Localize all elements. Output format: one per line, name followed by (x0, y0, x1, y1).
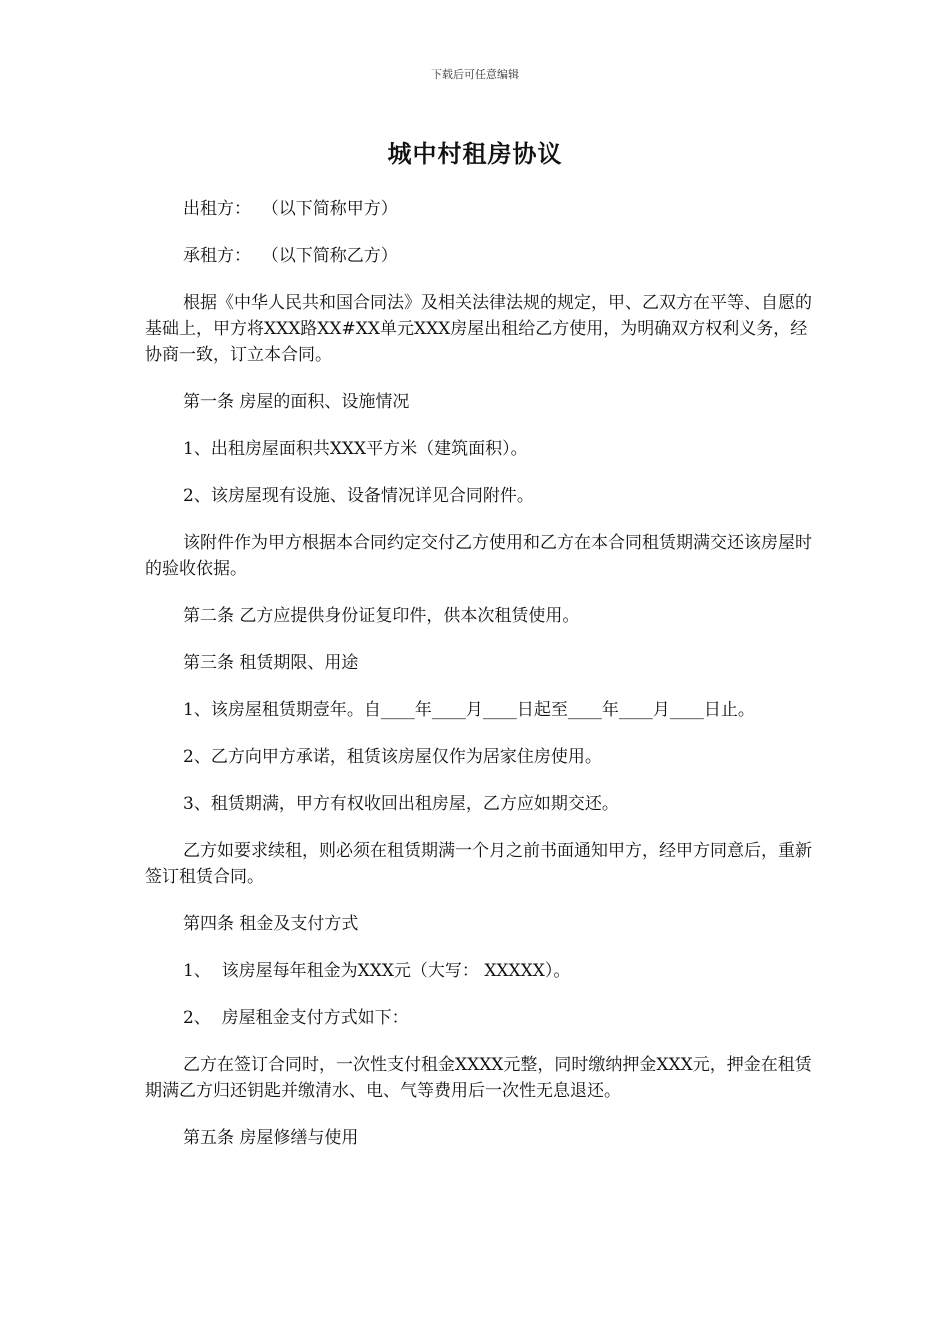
document-body (145, 196, 821, 1172)
article-4-item-2: 2、 房屋租金支付方式如下： (183, 1008, 409, 1028)
article-1-item-2: 2、该房屋现有设施、设备情况详见合同附件。 (183, 486, 534, 506)
party-lessee: 承租方： （以下简称乙方） (183, 246, 398, 266)
article-3-item-1: 1、该房屋租赁期壹年。自____年____月____日起至____年____月____日止。 (183, 700, 755, 720)
document-title: 城中村租房协议 (387, 140, 563, 168)
article-5-heading: 第五条 房屋修缮与使用 (183, 1128, 359, 1148)
header-note: 下载后可任意编辑 (431, 68, 519, 81)
article-3-renewal-note: 乙方如要求续租，则必须在租赁期满一个月之前书面通知甲方，经甲方同意后，重新签订租赁合同。 (145, 841, 812, 887)
article-4-heading: 第四条 租金及支付方式 (183, 914, 359, 934)
article-4-payment-detail: 乙方在签订合同时，一次性支付租金XXXX元整，同时缴纳押金XXX元，押金在租赁期满乙方归还钥匙并缴清水、电、气等费用后一次性无息退还。 (145, 1055, 812, 1101)
article-3-heading: 第三条 租赁期限、用途 (183, 653, 359, 673)
preamble-paragraph: 根据《中华人民共和国合同法》及相关法律法规的规定，甲、乙双方在平等、自愿的基础上，甲方将XXX路XX#XX单元XXX房屋出租给乙方使用，为明确双方权利义务，经协商一致，订立本合同。 (145, 293, 812, 365)
article-4-item-1: 1、 该房屋每年租金为XXX元（大写： XXXXX）。 (183, 961, 571, 981)
article-1-annex-note: 该附件作为甲方根据本合同约定交付乙方使用和乙方在本合同租赁期满交还该房屋时的验收依据。 (145, 533, 812, 579)
article-1-item-1: 1、出租房屋面积共XXX平方米（建筑面积）。 (183, 439, 528, 459)
article-1-heading: 第一条 房屋的面积、设施情况 (183, 392, 410, 412)
article-3-item-3: 3、租赁期满，甲方有权收回出租房屋，乙方应如期交还。 (183, 794, 619, 814)
article-3-item-2: 2、乙方向甲方承诺，租赁该房屋仅作为居家住房使用。 (183, 747, 602, 767)
party-lessor: 出租方： （以下简称甲方） (183, 199, 398, 219)
article-2: 第二条 乙方应提供身份证复印件，供本次租赁使用。 (183, 606, 580, 626)
